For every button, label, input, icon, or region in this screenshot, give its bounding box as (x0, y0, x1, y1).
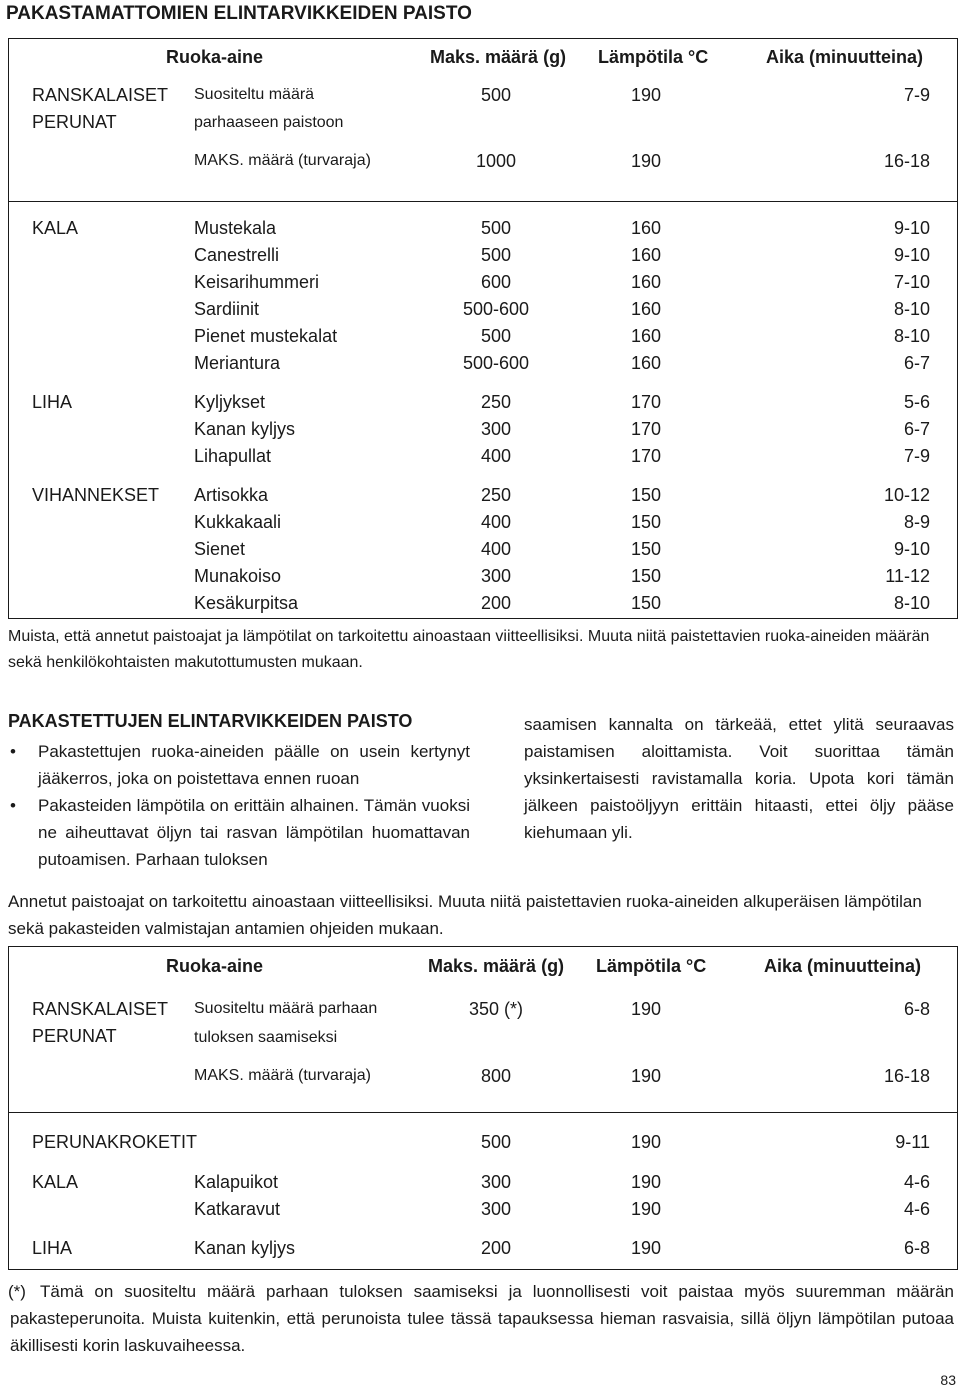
table-cell: Lihapullat (194, 446, 272, 466)
table-cell: 6-7 (903, 353, 930, 373)
note-frozen: Annetut paistoajat on tarkoitettu ainoastaan viitteellisiksi. Muuta niitä paistettavien ruoka-aineiden alkuperäisen lämpötilan sekä pakasteiden valmistajan antamien ohjeiden mukaan. (8, 892, 922, 938)
category-fish: KALA (32, 1172, 79, 1192)
table-cell: Keisarihummeri (194, 272, 320, 292)
table-cell: 7-9 (903, 85, 930, 105)
table-cell: 7-10 (893, 272, 930, 292)
table-cell: 8-10 (893, 326, 930, 346)
table-cell: 500-600 (462, 299, 530, 319)
table-cell: 400 (480, 539, 512, 559)
table-cell: 190 (630, 1132, 662, 1152)
table-cell: 250 (480, 392, 512, 412)
section-title-frozen: PAKASTETTUJEN ELINTARVIKKEIDEN PAISTO (8, 711, 413, 731)
table-cell: 500 (480, 1132, 512, 1152)
table-cell: 9-11 (895, 1132, 930, 1152)
table-cell: 9-10 (893, 245, 930, 265)
table-cell: 350 (*) (468, 999, 524, 1019)
table-cell: 300 (480, 566, 512, 586)
table-cell: 190 (630, 1172, 662, 1192)
table-cell: 8-10 (893, 299, 930, 319)
header-temp: Lämpötila °C (598, 47, 709, 67)
list-item: • Pakasteiden lämpötila on erittäin alhainen. Tämän vuoksi ne aiheuttavat öljyn tai rasvan lämpötilan huomattavan putoamisen. Parhaan tuloksen (8, 792, 470, 873)
table-cell: 4-6 (903, 1199, 930, 1219)
table-cell: Suositeltu määrä parhaan (194, 1000, 378, 1017)
header-amount: Maks. määrä (g) (428, 956, 565, 976)
table-cell: 150 (630, 566, 662, 586)
table-cell: 8-10 (893, 593, 930, 613)
table-cell: MAKS. määrä (turvaraja) (194, 152, 371, 169)
table-cell: 6-8 (903, 1238, 930, 1258)
list-item: • Pakastettujen ruoka-aineiden päälle on usein kertynyt jääkerros, joka on poistettava ennen ruoan (8, 738, 470, 792)
table-cell: 600 (480, 272, 512, 292)
category-meat: LIHA (32, 392, 73, 412)
table-cell: 190 (630, 85, 662, 105)
table-cell: 190 (630, 1199, 662, 1219)
table-cell: Pienet mustekalat (194, 326, 338, 346)
table-cell: 1000 (475, 151, 517, 171)
table-cell: Kalapuikot (194, 1172, 279, 1192)
fresh-food-table: Ruoka-aine Maks. määrä (g) Lämpötila °C Aika (minuutteina) RANSKALAISET PERUNAT Suositeltu määrä 500 190 7-9 parhaaseen paistoon MAKS. määrä (turvaraja) 1000 190 16-18 KALA Mustekala 500 160 9-10 Canestrelli 500 160 9-10 Keisarihummeri 600 160 7-10 Sardiinit 500-600 160 8-10 Pienet mustekalat 500 160 8-10 Meriantura 500-600 160 6-7 LIHA Kyljykset 250 170 5-6 Kanan kyljys 300 170 6-7 Lihapullat 400 170 7-9 VIHANNEKSET Artisokka 250 150 10-12 Kukkakaali 400 150 8-9 Sienet 400 150 9-10 Munakoiso 300 150 11-12 Kesäkurpitsa 200 150 8-10 (8, 40, 956, 620)
table-cell: 16-18 (883, 1066, 930, 1086)
frozen-right-text: saamisen kannalta on tärkeää, ettet ylitä seuraavas paistamisen aloittamista. Voit suorittaa tämän yksinkertaisesti ravistamalla koria. Upota kori tämän jälkeen paistoöljyyn erittäin hitaasti, ettei öljy pääse kiehumaan yli. (524, 715, 954, 842)
table-cell: Kukkakaali (194, 512, 282, 532)
table-cell: MAKS. määrä (turvaraja) (194, 1067, 371, 1084)
table-cell: Artisokka (194, 485, 269, 505)
table-cell: 190 (630, 999, 662, 1019)
table-cell: Munakoiso (194, 566, 282, 586)
table-cell: 6-7 (903, 419, 930, 439)
table-cell: 5-6 (903, 392, 930, 412)
table-cell: Suositeltu määrä (194, 86, 315, 103)
table-cell: 160 (630, 353, 662, 373)
category-fries-line1: RANSKALAISET (32, 999, 169, 1019)
header-food: Ruoka-aine (166, 956, 264, 976)
header-temp: Lämpötila °C (596, 956, 707, 976)
table-cell: Kesäkurpitsa (194, 593, 299, 613)
table-cell: Kanan kyljys (194, 1238, 296, 1258)
category-fries-line2: PERUNAT (32, 112, 117, 132)
table-cell: 190 (630, 1238, 662, 1258)
table-cell: 200 (480, 593, 512, 613)
category-vegetables: VIHANNEKSET (32, 485, 160, 505)
table-cell: 400 (480, 512, 512, 532)
table-cell: 400 (480, 446, 512, 466)
table-cell: Sienet (194, 539, 246, 559)
table-cell: 300 (480, 1199, 512, 1219)
table-cell: 200 (480, 1238, 512, 1258)
frozen-food-table: Ruoka-aine Maks. määrä (g) Lämpötila °C Aika (minuutteina) RANSKALAISET PERUNAT Suositeltu määrä parhaan 350 (*) 190 6-8 tuloksen saamiseksi MAKS. määrä (turvaraja) 800 190 16-18 PERUNAKROKETIT 500 190 9-11 KALA Kalapuikot 300 190 4-6 Katkaravut 300 190 4-6 LIHA Kanan kyljys 200 190 6-8 (8, 948, 956, 1268)
category-fries-line1: RANSKALAISET (32, 85, 169, 105)
table-cell: 300 (480, 419, 512, 439)
table-cell: 190 (630, 151, 662, 171)
table-cell: Kanan kyljys (194, 419, 296, 439)
category-fish: KALA (32, 218, 79, 238)
table-cell: 160 (630, 326, 662, 346)
category-meat: LIHA (32, 1238, 73, 1258)
frozen-bullets (8, 738, 470, 873)
category-fries-line2: PERUNAT (32, 1026, 117, 1046)
table-cell: 160 (630, 218, 662, 238)
note-fresh: Muista, että annetut paistoajat ja lämpötilat on tarkoitettu ainoastaan viitteellisiksi. Muuta niitä paistettavien ruoka-aineiden määrän sekä henkilökohtaisten makutottumusten mukaan. (8, 628, 930, 671)
table-cell: 16-18 (883, 151, 930, 171)
header-time: Aika (minuutteina) (764, 956, 922, 976)
table-cell: 160 (630, 245, 662, 265)
header-amount: Maks. määrä (g) (430, 47, 567, 67)
table-cell: 160 (630, 272, 662, 292)
table-cell: 190 (630, 1066, 662, 1086)
table-cell: 300 (480, 1172, 512, 1192)
table-cell: 500 (480, 85, 512, 105)
page-number: 83 (940, 1372, 956, 1388)
table-cell: 160 (630, 299, 662, 319)
table-cell: 170 (630, 446, 662, 466)
table-cell: 9-10 (893, 539, 930, 559)
table-cell: Mustekala (194, 218, 277, 238)
category-croquettes: PERUNAKROKETIT (32, 1132, 198, 1152)
table-cell: Canestrelli (194, 245, 280, 265)
table-cell: 7-9 (903, 446, 930, 466)
section-title-fresh: PAKASTAMATTOMIEN ELINTARVIKKEIDEN PAISTO (6, 3, 472, 24)
table-cell: Katkaravut (194, 1199, 281, 1219)
table-cell: 250 (480, 485, 512, 505)
table-cell: 150 (630, 539, 662, 559)
table-cell: 150 (630, 593, 662, 613)
table-cell: 800 (480, 1066, 512, 1086)
header-food: Ruoka-aine (166, 47, 264, 67)
table-cell: 9-10 (893, 218, 930, 238)
table-cell: Kyljykset (194, 392, 266, 412)
table-cell: 4-6 (903, 1172, 930, 1192)
table-cell: 8-9 (903, 512, 930, 532)
footnote: Tämä on suositeltu määrä parhaan tuloksen saamiseksi ja luonnollisesti voit paistaa myös suuremman määrän pakasteperunoita. Muista kuitenkin, että perunoista tulee tässä tapauksessa hieman rasvaisia, sillä öljyn lämpötilan putoaa äkillisesti korin laskuvaiheessa. (10, 1282, 954, 1355)
table-cell: 6-8 (903, 999, 930, 1019)
table-cell: 500 (480, 326, 512, 346)
footnote-mark: (*) (8, 1282, 26, 1301)
table-cell: Meriantura (194, 353, 281, 373)
table-cell: 170 (630, 419, 662, 439)
table-cell: 11-12 (885, 566, 930, 586)
table-cell: 500-600 (462, 353, 530, 373)
table-cell: 150 (630, 512, 662, 532)
table-cell: Sardiinit (194, 299, 260, 319)
table-cell: 500 (480, 218, 512, 238)
table-cell: 500 (480, 245, 512, 265)
table-cell: 170 (630, 392, 662, 412)
table-cell: 150 (630, 485, 662, 505)
table-cell: 10-12 (883, 485, 930, 505)
header-time: Aika (minuutteina) (766, 47, 924, 67)
